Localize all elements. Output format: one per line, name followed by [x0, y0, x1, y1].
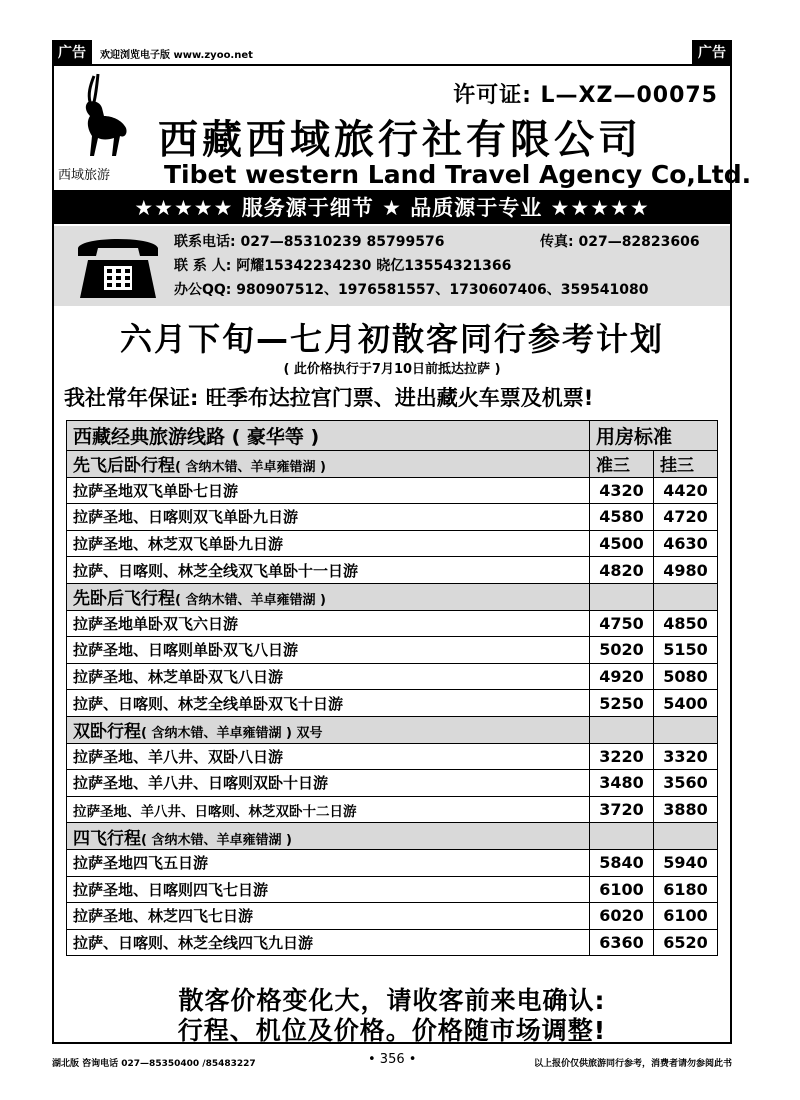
route-name: 拉萨圣地、林芝双飞单卧九日游 [67, 530, 590, 557]
section-title: 先卧后飞行程 [73, 589, 175, 610]
price-standard-triple: 4320 [590, 477, 654, 504]
price-standard-triple: 4500 [590, 530, 654, 557]
table-row [67, 743, 718, 770]
price-listed-triple: 3560 [654, 770, 718, 797]
route-name: 拉萨圣地、林芝单卧双飞八日游 [67, 663, 590, 690]
route-name: 拉萨圣地、羊八井、日喀则、林芝双卧十二日游 [67, 796, 590, 823]
section-col1-label: 准三 [590, 451, 654, 478]
price-standard-triple: 4750 [590, 610, 654, 637]
route-name: 拉萨圣地、日喀则双飞单卧九日游 [67, 504, 590, 531]
price-standard-triple: 5020 [590, 637, 654, 664]
price-listed-triple: 6180 [654, 876, 718, 903]
company-name-en: Tibet western Land Travel Agency Co,Ltd. [164, 160, 752, 189]
section-col2-label [654, 823, 718, 850]
table-row [67, 903, 718, 930]
route-name: 拉萨、日喀则、林芝全线双飞单卧十一日游 [67, 557, 590, 584]
section-col1-label [590, 823, 654, 850]
section-title: 双卧行程 [73, 722, 141, 743]
section-col1-label [590, 716, 654, 743]
table-row [67, 610, 718, 637]
table-row [67, 929, 718, 956]
price-listed-triple: 5940 [654, 849, 718, 876]
price-listed-triple: 5150 [654, 637, 718, 664]
price-listed-triple: 4420 [654, 477, 718, 504]
price-standard-triple: 3720 [590, 796, 654, 823]
price-listed-triple: 6100 [654, 903, 718, 930]
license-number: 许可证: L—XZ—00075 [453, 83, 718, 108]
table-row [67, 557, 718, 584]
table-row [67, 770, 718, 797]
section-note: ( 含纳木错、羊卓雍错湖 ) 双号 [141, 726, 323, 742]
table-row [67, 876, 718, 903]
route-name: 拉萨圣地、日喀则单卧双飞八日游 [67, 637, 590, 664]
office-qq[interactable]: 办公QQ: 980907512、1976581557、1730607406、359541080 [174, 282, 649, 298]
section-col2-label [654, 716, 718, 743]
price-standard-triple: 3220 [590, 743, 654, 770]
footer-note [54, 986, 730, 1046]
price-standard-triple: 6360 [590, 929, 654, 956]
table-header-room-standard: 用房标准 [590, 421, 718, 451]
footer-note-line1: 散客价格变化大，请收客前来电确认: [178, 986, 606, 1015]
telephone-icon [72, 230, 164, 302]
table-header-title: 西藏经典旅游线路 ( 豪华等 ) [67, 421, 590, 451]
table-row [67, 663, 718, 690]
price-standard-triple: 5840 [590, 849, 654, 876]
page-number: • 356 • [368, 1052, 417, 1067]
price-listed-triple: 3880 [654, 796, 718, 823]
section-title-cell [67, 823, 590, 850]
table-header-row [67, 421, 718, 451]
table-row [67, 477, 718, 504]
price-listed-triple: 3320 [654, 743, 718, 770]
plan-title: 六月下旬—七月初散客同行参考计划 [119, 320, 664, 358]
fax-number[interactable]: 传真: 027—82823606 [540, 234, 700, 250]
top-bar [52, 40, 732, 64]
footer-left-text: 湖北版 咨询电话 027—85350400 /85483227 [52, 1059, 256, 1069]
logo-text: 西域旅游 [58, 168, 111, 183]
footer-right-text: 以上报价仅供旅游同行参考，消费者请勿参阅此书 [533, 1059, 732, 1069]
table-row [67, 530, 718, 557]
section-col1-label [590, 583, 654, 610]
table-row [67, 796, 718, 823]
route-name: 拉萨圣地双飞单卧七日游 [67, 477, 590, 504]
price-listed-triple: 4630 [654, 530, 718, 557]
route-name: 拉萨圣地、羊八井、日喀则双卧十日游 [67, 770, 590, 797]
route-name: 拉萨圣地、日喀则四飞七日游 [67, 876, 590, 903]
section-title-cell [67, 451, 590, 478]
section-col2-label [654, 583, 718, 610]
price-listed-triple: 4980 [654, 557, 718, 584]
section-row [67, 451, 718, 478]
slogan-bar: ★★★★★ 服务源于细节 ★ 品质源于专业 ★★★★★ [54, 190, 730, 224]
guarantee-text: 我社常年保证: 旺季布达拉宫门票、进出藏火车票及机票! [64, 386, 594, 410]
phone-numbers[interactable]: 联系电话: 027—85310239 85799576 [174, 234, 445, 250]
section-col2-label: 挂三 [654, 451, 718, 478]
section-note: ( 含纳木错、羊卓雍错湖 ) [175, 593, 326, 609]
plan-subtitle: ( 此价格执行于7月10日前抵达拉萨 ) [283, 362, 501, 377]
price-listed-triple: 6520 [654, 929, 718, 956]
route-name: 拉萨、日喀则、林芝全线四飞九日游 [67, 929, 590, 956]
price-standard-triple: 6100 [590, 876, 654, 903]
table-row [67, 690, 718, 717]
price-standard-triple: 3480 [590, 770, 654, 797]
price-standard-triple: 4820 [590, 557, 654, 584]
price-standard-triple: 4580 [590, 504, 654, 531]
price-standard-triple: 4920 [590, 663, 654, 690]
section-title-cell [67, 716, 590, 743]
route-name: 拉萨圣地、羊八井、双卧八日游 [67, 743, 590, 770]
ad-frame [52, 64, 752, 1045]
site-text[interactable]: 欢迎浏览电子版 www.zyoo.net [100, 50, 253, 61]
ad-label-left: 广告 [52, 40, 92, 64]
section-title: 先飞后卧行程 [73, 456, 175, 477]
table-row [67, 849, 718, 876]
price-listed-triple: 4720 [654, 504, 718, 531]
table-row [67, 637, 718, 664]
contact-persons[interactable]: 联 系 人: 阿耀15342234230 晓亿13554321366 [174, 258, 512, 274]
section-title: 四飞行程 [73, 828, 141, 849]
footer-note-line2: 行程、机位及价格。价格随市场调整! [177, 1016, 607, 1045]
section-note: ( 含纳木错、羊卓雍错湖 ) [141, 832, 292, 848]
table-row [67, 504, 718, 531]
section-title-cell [67, 583, 590, 610]
route-name: 拉萨圣地单卧双飞六日游 [67, 610, 590, 637]
contact-box [54, 226, 730, 306]
route-name: 拉萨圣地、林芝四飞七日游 [67, 903, 590, 930]
ad-label-right: 广告 [692, 40, 732, 64]
route-name: 拉萨圣地四飞五日游 [67, 849, 590, 876]
price-standard-triple: 5250 [590, 690, 654, 717]
price-listed-triple: 4850 [654, 610, 718, 637]
section-row [67, 823, 718, 850]
route-price-table [66, 420, 718, 956]
antelope-logo-icon [64, 72, 134, 162]
price-standard-triple: 6020 [590, 903, 654, 930]
section-row [67, 583, 718, 610]
route-name: 拉萨、日喀则、林芝全线单卧双飞十日游 [67, 690, 590, 717]
section-row [67, 716, 718, 743]
section-note: ( 含纳木错、羊卓雍错湖 ) [175, 460, 326, 476]
company-name-cn: 西藏西域旅行社有限公司 [158, 116, 642, 163]
price-listed-triple: 5080 [654, 663, 718, 690]
price-listed-triple: 5400 [654, 690, 718, 717]
